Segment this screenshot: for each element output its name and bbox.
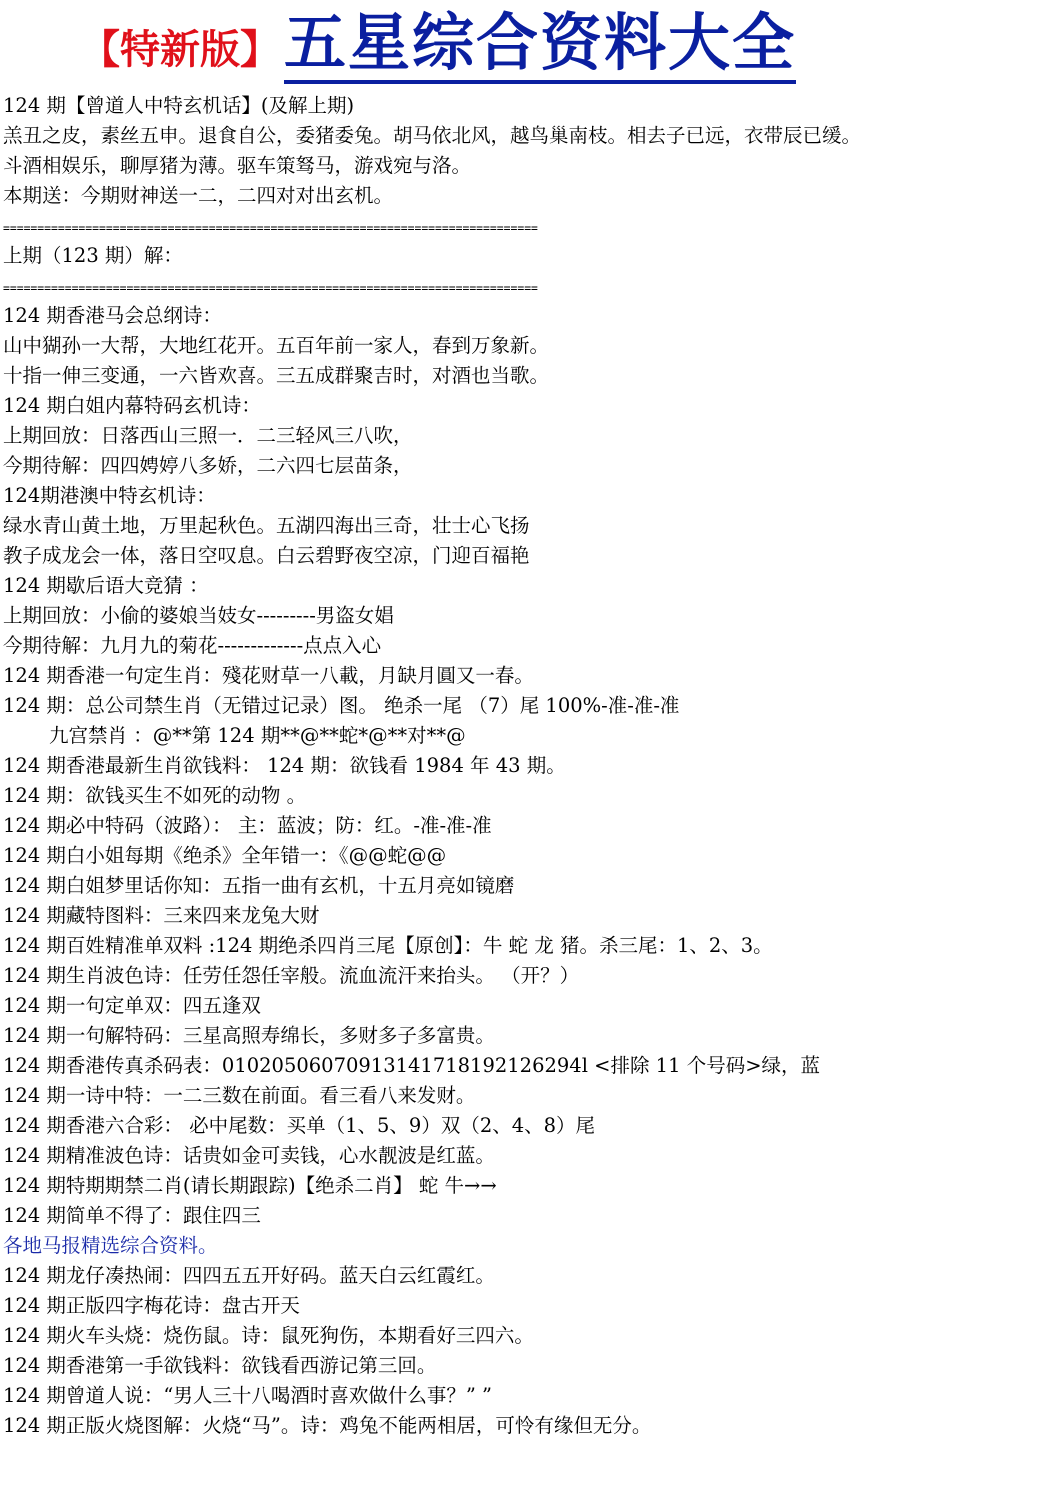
text-line: 124 期一句解特码：三星高照寿绵长，多财多子多富贵。	[3, 1024, 495, 1047]
text-line: 上期回放：小偷的婆娘当妓女---------男盗女娼	[3, 604, 394, 627]
text-line: 124 期百姓精准单双料 :124 期绝杀四肖三尾【原创】：牛 蛇 龙 猪。杀三尾：1、2、3。	[3, 934, 773, 957]
text-line: 124期港澳中特玄机诗：	[3, 484, 216, 507]
text-line: 124 期香港传真杀码表：01020506070913141718192126294l <排除 11 个号码>绿，蓝	[3, 1054, 821, 1077]
text-line: 124 期：总公司禁生肖（无错过记录）图。 绝杀一尾 （7）尾 100%-准-准-准	[3, 694, 680, 717]
text-line: 124 期龙仔凑热闹：四四五五开好码。蓝天白云红霞红。	[3, 1264, 495, 1287]
text-line: 124 期白姐梦里话你知：五指一曲有玄机，十五月亮如镜磨	[3, 874, 515, 897]
text-line: 124 期精准波色诗：话贵如金可卖钱，心水靓波是红蓝。	[3, 1144, 495, 1167]
text-line: 今期待解：四四娉婷八多娇，二六四七层苗条，	[3, 454, 413, 477]
text-line: 124 期正版四字梅花诗：盘古开天	[3, 1294, 300, 1317]
text-line: 124 期香港一句定生肖：殘花财草一八載，月缺月圓又一春。	[3, 664, 534, 687]
text-line: 教子成龙会一体，落日空叹息。白云碧野夜空凉，门迎百福艳	[3, 544, 530, 567]
text-line: 九宫禁肖 ：@**第 124 期**@**蛇*@**对**@	[49, 724, 466, 747]
text-line: 124 期香港马会总纲诗：	[3, 304, 222, 327]
text-line: 124 期简单不得了：跟住四三	[3, 1204, 261, 1227]
text-line: 羔丑之皮，素丝五申。退食自公，委猪委兔。胡马依北风，越鸟巢南枝。相去子已远，衣带辰已缓。	[3, 124, 862, 147]
text-line: 124 期生肖波色诗：任劳任怨任宰般。流血流汗来抬头。 （开？）	[3, 964, 580, 987]
text-line: 十指一伸三变通，一六皆欢喜。三五成群聚吉时，对酒也当歌。	[3, 364, 550, 387]
page-title: 五星综合资料大全	[284, 6, 796, 84]
text-line: 124 期白姐内幕特码玄机诗：	[3, 394, 261, 417]
text-line: 124 期：欲钱买生不如死的动物 。	[3, 784, 307, 807]
text-line: 124 期【曾道人中特玄机话】(及解上期)	[3, 94, 355, 117]
separator-line: ==============================================================================	[3, 281, 538, 295]
text-line: 124 期曾道人说：“男人三十八喝酒时喜欢做什么事？” ”	[3, 1384, 493, 1407]
text-line: 124 期必中特码（波路）： 主：蓝波；防：红。-准-准-准	[3, 814, 492, 837]
text-line: 斗酒相娱乐，聊厚猪为薄。驱车策驽马，游戏宛与洛。	[3, 154, 472, 177]
text-line: 124 期歇后语大竞猜 ：	[3, 574, 209, 597]
text-line: 绿水青山黄土地，万里起秋色。五湖四海出三奇，壮士心飞扬	[3, 514, 530, 537]
text-line: 124 期藏特图料：三来四来龙兔大财	[3, 904, 320, 927]
separator-line: ==============================================================================	[3, 221, 538, 235]
text-line: 124 期火车头烧：烧伤鼠。诗：鼠死狗伤，本期看好三四六。	[3, 1324, 534, 1347]
text-line: 124 期香港六合彩： 必中尾数：买单（1、5、9）双（2、4、8）尾	[3, 1114, 596, 1137]
text-line: 本期送：今期财神送一二，二四对对出玄机。	[3, 184, 394, 207]
text-line: 124 期特期期禁二肖(请长期跟踪)【绝杀二肖】 蛇 牛→→	[3, 1174, 497, 1197]
page-header	[0, 0, 1046, 92]
text-line: 124 期正版火烧图解：火烧“马”。诗：鸡兔不能两相居，可怜有缘但无分。	[3, 1414, 652, 1437]
document-body	[3, 91, 1043, 1441]
text-line: 上期（123 期）解：	[3, 244, 183, 267]
text-line: 今期待解：九月九的菊花-------------点点入心	[3, 634, 382, 657]
edition-badge: 【特新版】	[80, 27, 280, 73]
text-line: 124 期一句定单双：四五逢双	[3, 994, 261, 1017]
text-line: 124 期一诗中特：一二三数在前面。看三看八来发财。	[3, 1084, 476, 1107]
section-link[interactable]: 各地马报精选综合资料。	[3, 1234, 218, 1257]
text-line: 上期回放：日落西山三照一．二三轻风三八吹，	[3, 424, 413, 447]
text-line: 124 期白小姐每期《绝杀》全年错一：《@@蛇@@	[3, 844, 447, 867]
text-line: 山中猢孙一大帮，大地红花开。五百年前一家人，春到万象新。	[3, 334, 550, 357]
text-line: 124 期香港最新生肖欲钱料： 124 期：欲钱看 1984 年 43 期。	[3, 754, 566, 777]
text-line: 124 期香港第一手欲钱料：欲钱看西游记第三回。	[3, 1354, 437, 1377]
